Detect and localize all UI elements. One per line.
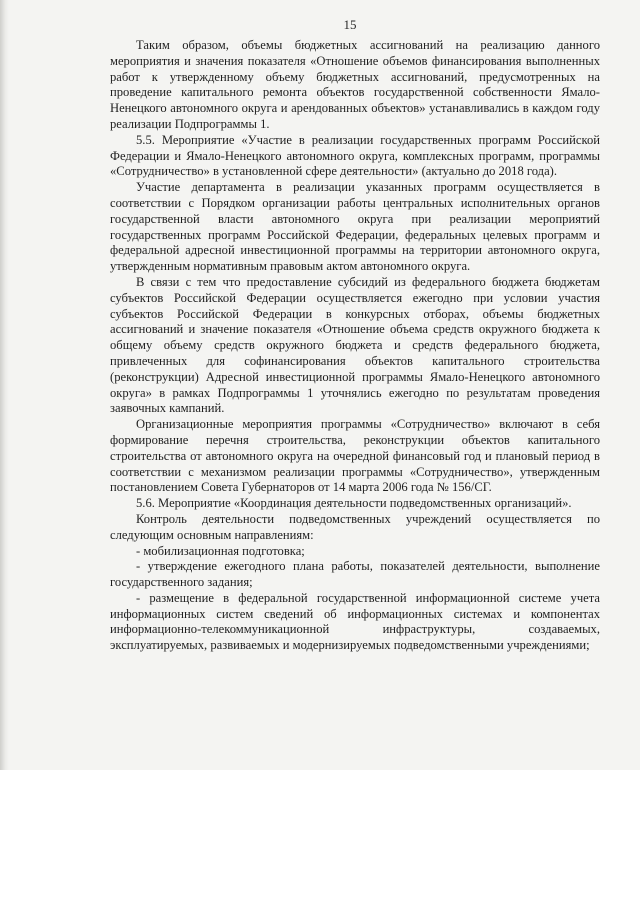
paragraph-department-participation: Участие департамента в реализации указанных программ осуществляется в соответствии с Порядком организации работы центральных исполнительных органов государственной власти автономного округа при реализации мероприятий государственных программ Российской Федерации, федеральных целевых программ и федеральной адресной инвестиционной программы на территории автономного округа, утвержденным нормативным правовым актом автономного округа. — [110, 180, 600, 274]
paragraph-federal-subsidies: В связи с тем что предоставление субсидий из федерального бюджета бюджетам субъектов Российской Федерации осуществляется ежегодно при условии участия субъектов Российской Федерации в конкурсных отборах, объемы бюджетных ассигнований и значение показателя «Отношение объема средств окружного бюджета к общему объему средств окружного бюджета и средств федерального бюджета, привлеченных для софинансирования объектов капитального строительства (реконструкции) Адресной инвестиционной программы Ямало-Ненецкого автономного округа» в рамках Подпрограммы 1 уточнялись ежегодно по результатам проведения заявочных кампаний. — [110, 274, 600, 416]
paragraph-measure-5-5: 5.5. Мероприятие «Участие в реализации государственных программ Российской Федерации и Ямало-Ненецкого автономного округа, комплексных программ, программы «Сотрудничество» в установленной сфере деятельности» (актуально до 2018 года). — [110, 132, 600, 179]
paragraph-measure-5-6: 5.6. Мероприятие «Координация деятельности подведомственных организаций». — [136, 496, 572, 511]
page-number: 15 — [343, 17, 357, 32]
list-item: - утверждение ежегодного плана работы, показателей деятельности, выполнение государственного задания; — [110, 559, 600, 590]
paragraph-budget-allocations: Таким образом, объемы бюджетных ассигнований на реализацию данного мероприятия и значения показателя «Отношение объемов финансирования выполненных работ к утвержденному объему бюджетных ассигнований, предусмотренных на проведение капитального ремонта объектов государственной собственности Ямало-Ненецкого автономного округа и арендованных объектов» устанавливались в каждом году реализации Подпрограммы 1. — [110, 38, 600, 131]
paragraph-control-directions: Контроль деятельности подведомственных учреждений осуществляется по следующим основным направлениям: — [110, 511, 600, 542]
list-item: - размещение в федеральной государственной информационной системе учета информационных систем сведений об информационных системах и компонентах информационно-телекоммуникационной инфраструктуры, создаваемых, эксплуатируемых, развиваемых и модернизируемых подведомственными учреждениями; — [110, 590, 600, 653]
scan-shadow-edge — [0, 0, 9, 770]
list-item: - мобилизационная подготовка; — [136, 543, 305, 558]
paragraph-cooperation-program: Организационные мероприятия программы «Сотрудничество» включают в себя формирование перечня строительства, реконструкции объектов капитального строительства от автономного округа на очередной финансовый год и плановый период в соответствии с механизмом реализации программы «Сотрудничество», утвержденным постановлением Совета Губернаторов от 14 марта 2006 года № 156/СГ. — [110, 417, 600, 495]
body-text — [110, 38, 600, 654]
